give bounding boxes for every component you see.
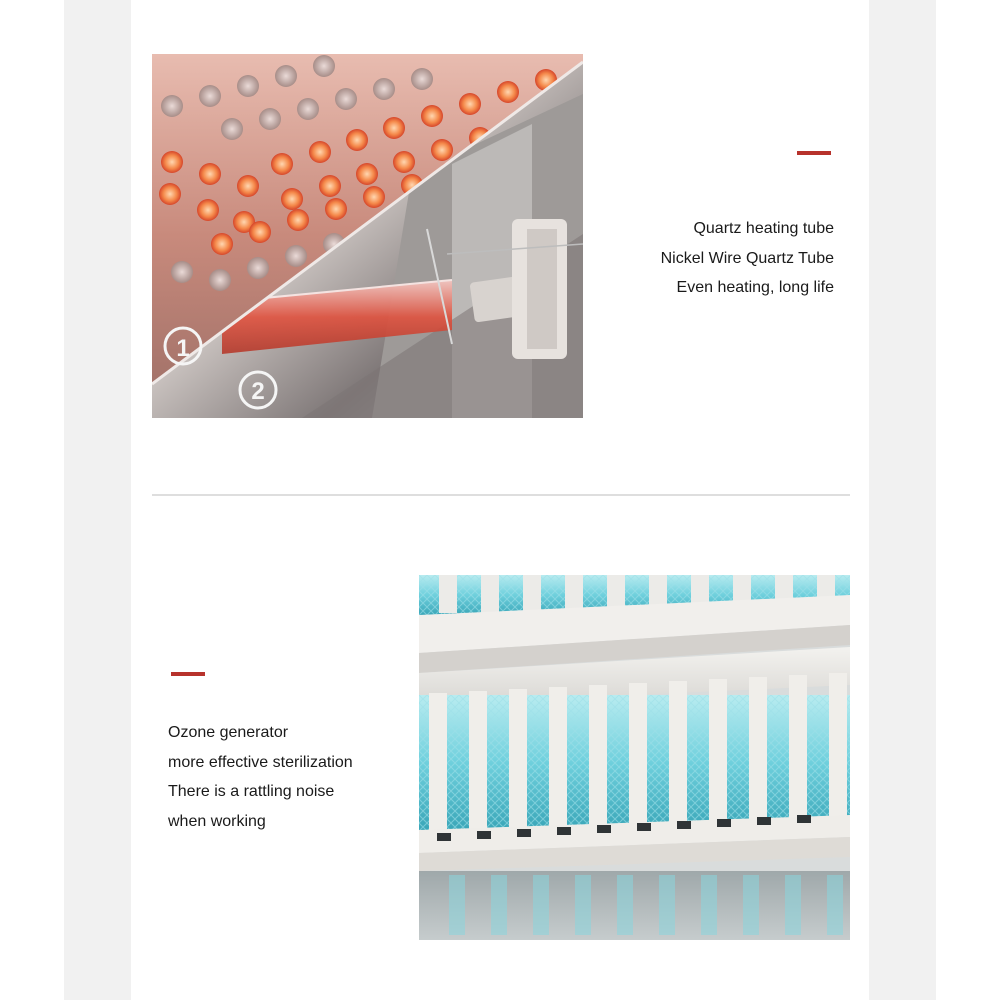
- feature-line-even-heating: Even heating, long life: [676, 279, 834, 296]
- ozone-feature-list: [168, 718, 353, 836]
- feature-line-ozone-generator: Ozone generator: [168, 724, 289, 741]
- quartz-heating-tube-photo: [152, 54, 583, 418]
- ozone-generator-photo: [419, 575, 850, 940]
- feature-line-when-working: when working: [168, 812, 266, 830]
- quartz-feature-list: [661, 214, 834, 303]
- feature-line-nickel-wire: Nickel Wire Quartz Tube: [660, 249, 834, 267]
- left-side-band: [64, 0, 131, 1000]
- feature-line-sterilization: more effective sterilization: [168, 753, 353, 771]
- svg-text:2: 2: [251, 378, 265, 405]
- svg-text:1: 1: [176, 335, 190, 362]
- section-divider: [152, 494, 850, 496]
- feature-line-rattling-noise: There is a rattling noise: [168, 783, 335, 800]
- accent-dash-quartz: [797, 151, 831, 155]
- right-side-band: [869, 0, 936, 1000]
- feature-line-quartz-heating-tube: Quartz heating tube: [693, 220, 834, 237]
- accent-dash-ozone: [171, 672, 205, 676]
